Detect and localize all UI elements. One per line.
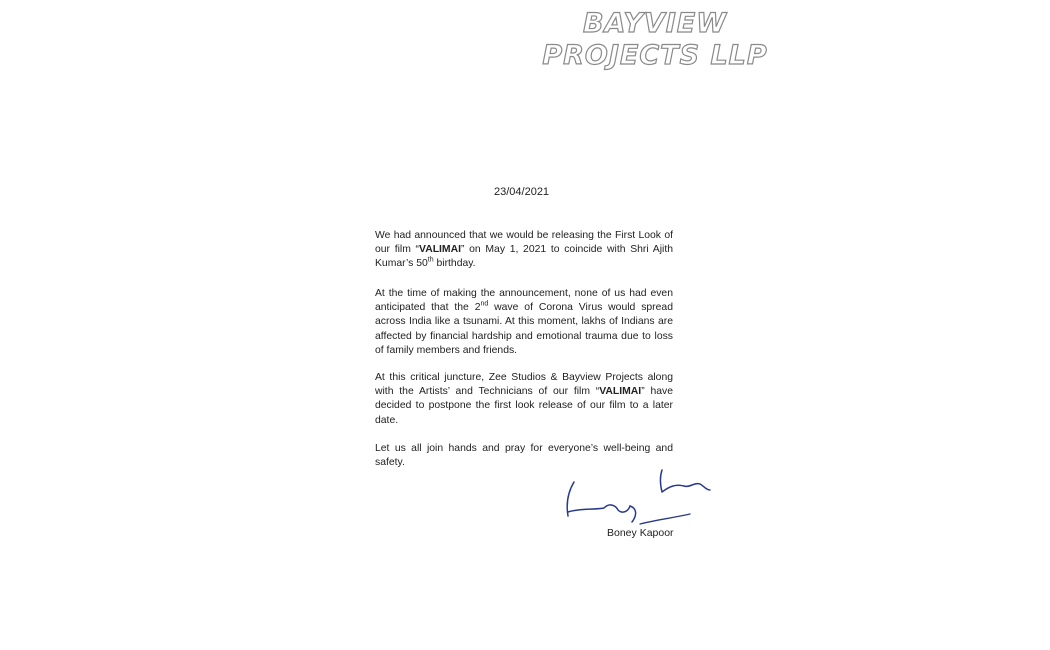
paragraph-2-text-b: wave of Corona Virus would spread across India like a tsunami. At this moment, lakhs of Indians are affected by financial hardship and emotional trauma due to loss of family members and friends. <box>375 302 673 356</box>
letterhead-line-2: PROJECTS LLP <box>542 40 768 71</box>
film-title: VALIMAI <box>599 386 642 398</box>
paragraph-2-text-a: At the time of making the announcement, none of us had even anticipated that the 2 <box>375 288 673 314</box>
handwritten-signature <box>560 462 720 532</box>
paragraph-3-text-c: ” have decided to postpone the first look release of our film to a later date. <box>375 386 673 426</box>
ordinal-suffix: nd <box>480 300 489 308</box>
paragraph-1-text-a: We had announced that we would be releasing the First Look of our film “ <box>375 230 673 256</box>
letter-date: 23/04/2021 <box>494 186 550 198</box>
paragraph-3 <box>375 371 673 428</box>
paragraph-1-text-d: birthday. <box>433 258 476 270</box>
paragraph-1-text-c: ” on May 1, 2021 to coincide with Shri Ajith Kumar’s 50 <box>375 244 674 270</box>
paragraph-1 <box>375 229 673 272</box>
letterhead-logo <box>540 8 770 72</box>
letterhead-line-1: BAYVIEW <box>582 8 728 39</box>
film-title: VALIMAI <box>419 244 461 256</box>
paragraph-4: Let us all join hands and pray for everyone’s well-being and safety. <box>375 443 673 469</box>
paragraph-2 <box>375 287 673 358</box>
paragraph-3-text-a: At this critical juncture, Zee Studios & Bayview Projects along with the Artists’ and Technicians of our film “ <box>375 372 673 398</box>
signatory-name: Boney Kapoor <box>607 527 674 539</box>
ordinal-suffix: th <box>427 256 434 264</box>
